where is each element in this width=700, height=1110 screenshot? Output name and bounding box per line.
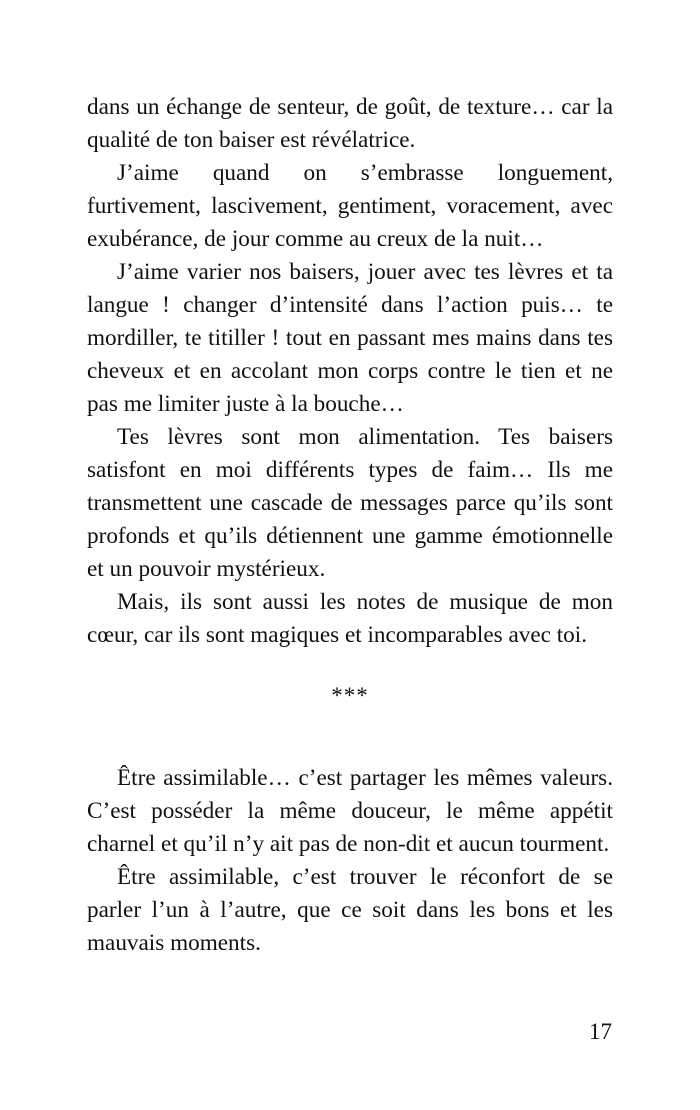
text-section-kisses — [87, 91, 613, 652]
paragraph: J’aime quand on s’embrasse longuement, furtivement, lascivement, gentiment, voracement, avec exubérance, de jour comme au creux de la nuit… — [87, 160, 613, 252]
paragraph: Être assimilable, c’est trouver le réconfort de se parler l’un à l’autre, que ce soit dans les bons et les mauvais moments. — [87, 864, 613, 956]
paragraph: Être assimilable… c’est partager les mêmes valeurs. C’est posséder la même douceur, le même appétit charnel et qu’il n’y ait pas de non-dit et aucun tourment. — [87, 765, 613, 857]
paragraph: Mais, ils sont aussi les notes de musique de mon cœur, car ils sont magiques et incomparables avec toi. — [87, 589, 613, 648]
paragraph: dans un échange de senteur, de goût, de texture… car la qualité de ton baiser est révélatrice. — [87, 94, 613, 153]
paragraph: J’aime varier nos baisers, jouer avec tes lèvres et ta langue ! changer d’intensité dans l’action puis… te mordiller, te titiller ! tout en passant mes mains dans tes cheveux et en accolant mon corps contre le tien et ne pas me limiter juste à la bouche… — [87, 259, 613, 417]
section-separator: *** — [331, 683, 369, 708]
paragraph: Tes lèvres sont mon alimentation. Tes baisers satisfont en moi différents types de faim… Ils me transmettent une cascade de messages parce qu’ils sont profonds et qu’ils détiennent une gamme émotionnelle et un pouvoir mystérieux. — [87, 424, 613, 582]
page-body — [87, 91, 613, 960]
text-section-assimilable — [87, 762, 613, 960]
page-number: 17 — [589, 1019, 612, 1044]
